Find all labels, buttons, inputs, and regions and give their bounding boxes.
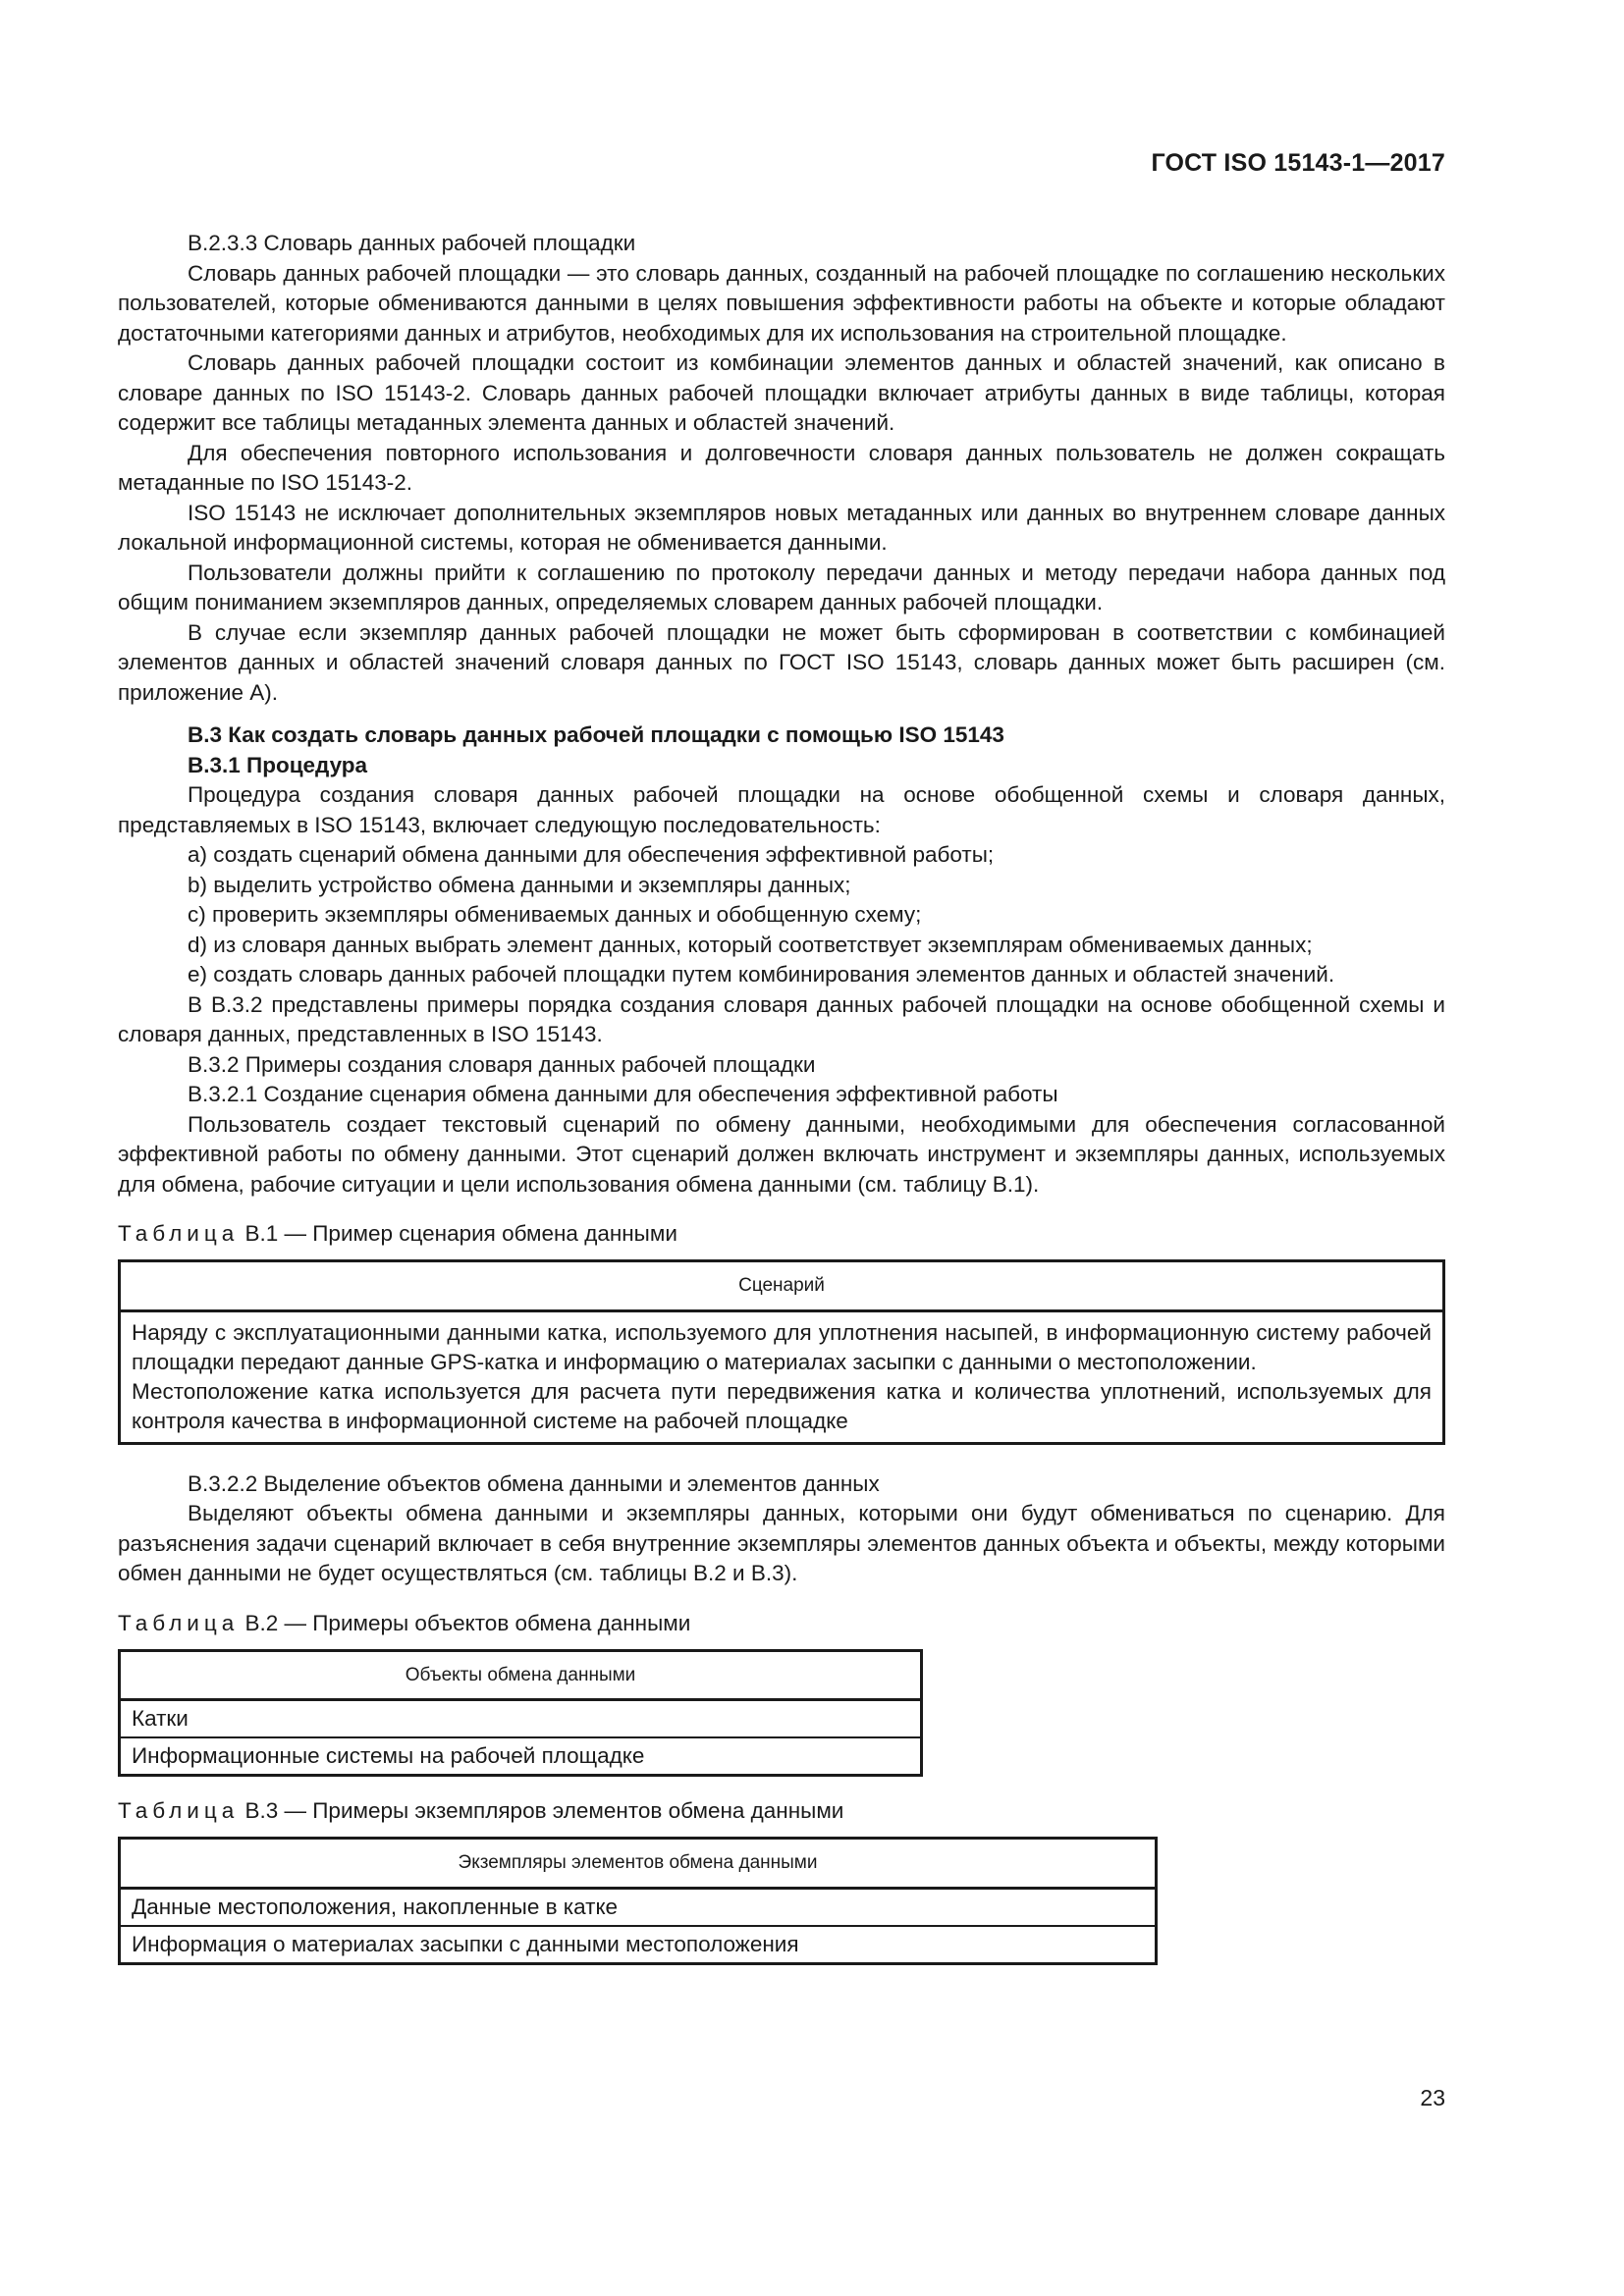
table-header: Экземпляры элементов обмена данными	[120, 1839, 1157, 1889]
paragraph: В случае если экземпляр данных рабочей площадки не может быть сформирован в соответствии с комбинацией элементов данных и областей значений словаря данных по ГОСТ ISO 15143, словарь данных может быть расширен (см. приложение А).	[118, 619, 1445, 705]
section-title: В.3.2.1 Создание сценария обмена данными для обеспечения эффективной работы	[188, 1082, 1058, 1106]
table-caption	[118, 1609, 1445, 1638]
instances-table	[118, 1837, 1158, 1965]
table-cell	[120, 1310, 1444, 1443]
paragraph: Для обеспечения повторного использования и долговечности словаря данных пользователь не должен сокращать метаданные по ISO 15143-2.	[118, 440, 1445, 495]
list-item: с) проверить экземпляры обмениваемых данных и обобщенную схему;	[188, 902, 922, 927]
list-item: е) создать словарь данных рабочей площадки путем комбинирования элементов данных и областей значений.	[188, 962, 1335, 987]
list-item: а) создать сценарий обмена данными для обеспечения эффективной работы;	[188, 842, 995, 867]
paragraph: ISO 15143 не исключает дополнительных экземпляров новых метаданных или данных во внутреннем словаре данных локальной информационной системы, которая не обменивается данными.	[118, 500, 1445, 555]
table-caption-text: В.1 — Пример сценария обмена данными	[239, 1221, 677, 1246]
list-item: b) выделить устройство обмена данными и экземпляры данных;	[188, 872, 851, 897]
table-caption-text: В.2 — Примеры объектов обмена данными	[239, 1610, 691, 1635]
paragraph: Выделяют объекты обмена данными и экземпляры данных, которыми они будут обмениваться по сценарию. Для разъяснения задачи сценарий включает в себя внутренние экземпляры элементов данных объекта и объекты, между которыми обмен данными не будет осуществляться (см. таблицы В.2 и В.3).	[118, 1501, 1445, 1585]
paragraph: Пользователь создает текстовый сценарий по обмену данными, необходимыми для обеспечения согласованной эффективной работы по обмену данными. Этот сценарий должен включать инструмент и экземпляры данных, используемых для обмена, рабочие ситуации и цели использования обмена данными (см. таблицу В.1).	[118, 1111, 1445, 1197]
subsection-heading: В.3.1 Процедура	[188, 752, 368, 777]
objects-table	[118, 1649, 923, 1778]
table-caption-label: Таблица	[118, 1798, 240, 1823]
cell-paragraph: Местоположение катка используется для расчета пути передвижения катка и количества уплотнений, используемых для контроля качества в информационной системе на рабочей площадке	[132, 1378, 1432, 1433]
page-content	[118, 229, 1445, 1965]
table-cell: Данные местоположения, накопленные в катке	[120, 1888, 1157, 1926]
table-caption-label: Таблица	[118, 1221, 240, 1246]
cell-paragraph: Наряду с эксплуатационными данными катка, используемого для уплотнения насыпей, в информационную систему рабочей площадки передают данные GPS-катка и информацию о материалах засыпки с данными о местоположении.	[132, 1319, 1432, 1374]
paragraph: Пользователи должны прийти к соглашению по протоколу передачи данных и методу передачи набора данных под общим пониманием экземпляров данных, определяемых словарем данных рабочей площадки.	[118, 560, 1445, 614]
document-code: ГОСТ ISO 15143-1—2017	[1151, 149, 1445, 177]
list-item: d) из словаря данных выбрать элемент данных, который соответствует экземплярам обмениваемых данных;	[188, 932, 1313, 957]
table-cell: Информационные системы на рабочей площадке	[120, 1737, 922, 1776]
section-heading: В.3 Как создать словарь данных рабочей площадки с помощью ISO 15143	[188, 722, 1004, 747]
table-caption-text: В.3 — Примеры экземпляров элементов обмена данными	[239, 1798, 844, 1823]
table-caption	[118, 1219, 1445, 1249]
paragraph: В В.3.2 представлены примеры порядка создания словаря данных рабочей площадки на основе обобщенной схемы и словаря данных, представленных в ISO 15143.	[118, 991, 1445, 1046]
table-header: Объекты обмена данными	[120, 1650, 922, 1700]
paragraph: Словарь данных рабочей площадки — это словарь данных, созданный на рабочей площадке по соглашению нескольких пользователей, которые обмениваются данными в целях повышения эффективности работы на объекте и которые обладают достаточными категориями данных и атрибутов, необходимых для их использования на строительной площадке.	[118, 260, 1445, 346]
section-title: В.2.3.3 Словарь данных рабочей площадки	[188, 231, 636, 255]
table-header: Сценарий	[120, 1261, 1444, 1311]
scenario-table	[118, 1259, 1445, 1445]
paragraph: Словарь данных рабочей площадки состоит из комбинации элементов данных и областей значений, как описано в словаре данных по ISO 15143-2. Словарь данных рабочей площадки включает атрибуты данных в виде таблицы, которая содержит все таблицы метаданных элемента данных и областей значений.	[118, 350, 1445, 435]
section-title: В.3.2 Примеры создания словаря данных рабочей площадки	[188, 1051, 816, 1077]
paragraph: Процедура создания словаря данных рабочей площадки на основе обобщенной схемы и словаря данных, представляемых в ISO 15143, включает следующую последовательность:	[118, 782, 1445, 837]
page-number: 23	[1420, 2085, 1445, 2110]
table-cell: Катки	[120, 1700, 922, 1738]
table-cell: Информация о материалах засыпки с данными местоположения	[120, 1926, 1157, 1964]
table-caption	[118, 1796, 1445, 1826]
section-title: В.3.2.2 Выделение объектов обмена данными и элементов данных	[188, 1470, 880, 1496]
table-caption-label: Таблица	[118, 1610, 240, 1635]
